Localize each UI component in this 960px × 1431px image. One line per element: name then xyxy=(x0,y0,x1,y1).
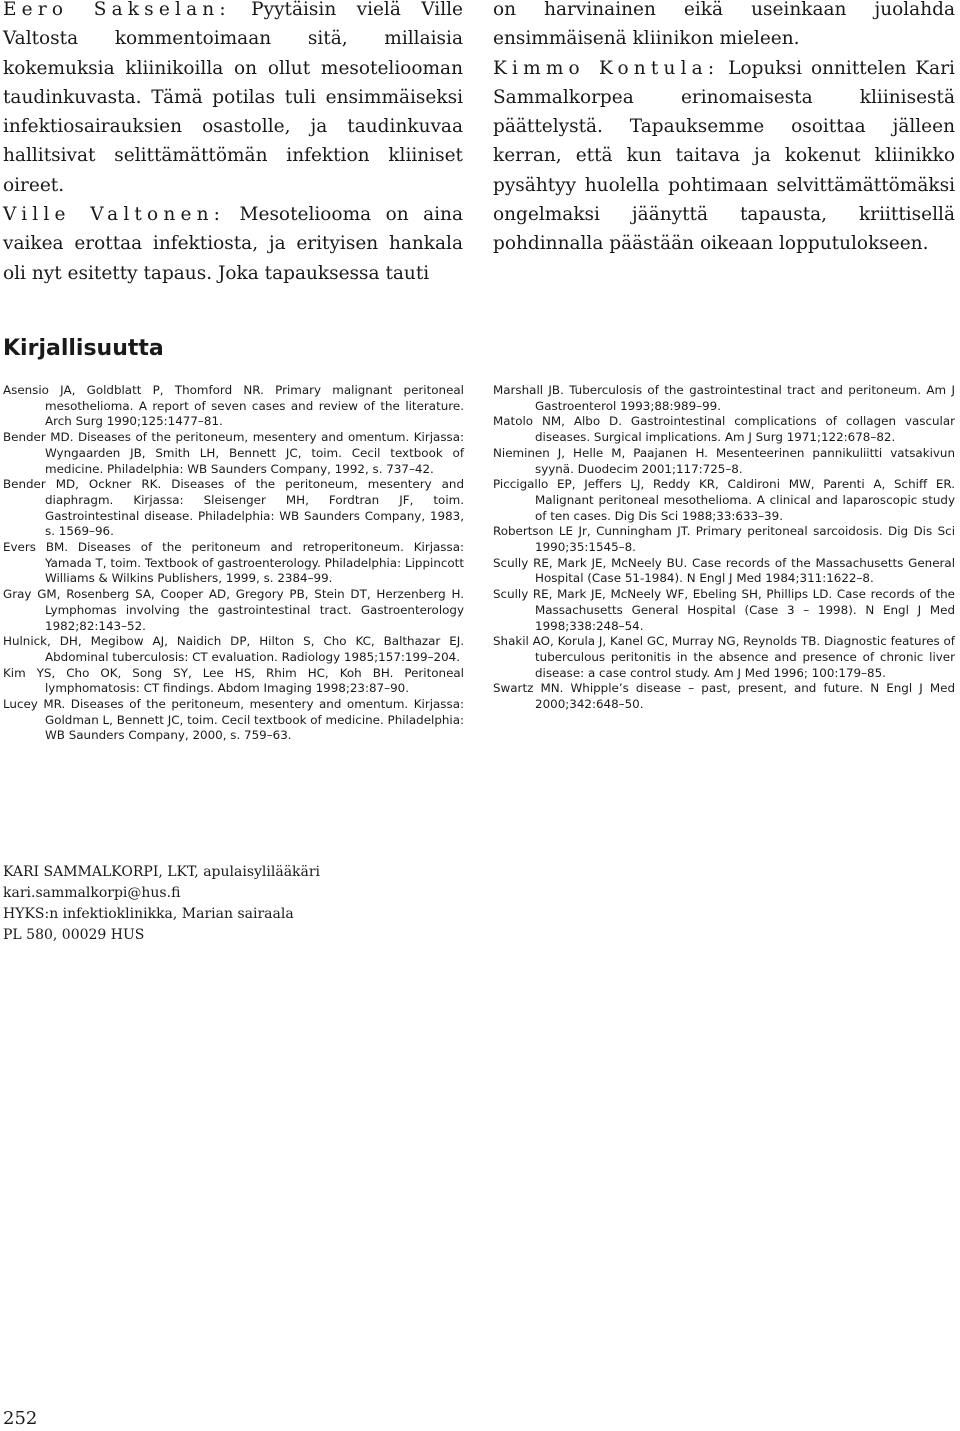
reference-item: Robertson LE Jr, Cunningham JT. Primary peritoneal sarcoidosis. Dig Dis Sci 1990;35:1545–8. xyxy=(493,524,955,555)
reference-item: Gray GM, Rosenberg SA, Cooper AD, Gregory PB, Stein DT, Herzenberg H. Lymphomas involving the gastrointestinal tract. Gastroenterology 1982;82:143–52. xyxy=(3,587,464,633)
discussion-paragraph xyxy=(3,0,463,200)
discussion-paragraph xyxy=(493,54,955,259)
page-number: 252 xyxy=(3,1408,38,1429)
reference-list-right xyxy=(493,383,955,713)
reference-list-left xyxy=(3,383,464,744)
reference-item: Lucey MR. Diseases of the peritoneum, mesentery and omentum. Kirjassa: Goldman L, Bennett JC, toim. Cecil textbook of medicine. Philadelphia: WB Saunders Company, 2000, s. 759–63. xyxy=(3,697,464,743)
discussion-paragraph xyxy=(3,200,463,288)
reference-item: Matolo NM, Albo D. Gastrointestinal complications of collagen vascular diseases. Surgical implications. Am J Surg 1971;122:678–82. xyxy=(493,414,955,445)
reference-item: Scully RE, Mark JE, McNeely BU. Case records of the Massachusetts General Hospital (Case 51-1984). N Engl J Med 1984;311:1622–8. xyxy=(493,555,955,586)
author-info xyxy=(3,862,320,946)
speaker-name: Eero Sakselan: xyxy=(3,0,231,20)
speaker-name: Kimmo Kontula: xyxy=(493,57,720,79)
reference-item: Bender MD. Diseases of the peritoneum, mesentery and omentum. Kirjassa: Wyngaarden JB, Smith LH, Bennett JC, toim. Cecil textbook of medicine. Philadelphia: WB Saunders Company, 1992, s. 737–42. xyxy=(3,430,464,476)
references-heading: Kirjallisuutta xyxy=(3,336,164,361)
discussion-column-right xyxy=(493,0,955,259)
paragraph-text: Mesoteliooma on aina vaikea erottaa infektiosta, ja erityisen hankala oli nyt esitetty tapaus. Joka tapauksessa tauti xyxy=(3,204,463,284)
reference-item: Kim YS, Cho OK, Song SY, Lee HS, Rhim HC, Koh BH. Peritoneal lymphomatosis: CT findings. Abdom Imaging 1998;23:87–90. xyxy=(3,665,464,696)
reference-item: Asensio JA, Goldblatt P, Thomford NR. Primary malignant peritoneal mesothelioma. A report of seven cases and review of the literature. Arch Surg 1990;125:1477–81. xyxy=(3,383,464,429)
author-address: PL 580, 00029 HUS xyxy=(3,927,145,943)
reference-item: Bender MD, Ockner RK. Diseases of the peritoneum, mesentery and diaphragm. Kirjassa: Sleisenger MH, Fordtran JF, toim. Gastrointestinal disease. Philadelphia: WB Saunders Company, 1983, s. 1569–96. xyxy=(3,477,464,539)
author-email: kari.sammalkorpi@hus.fi xyxy=(3,885,181,901)
paragraph-text: Lopuksi onnittelen Kari Sammalkorpea erinomaisesta kliinisestä päättelystä. Tapauksemme osoittaa jälleen kerran, että kun taitava ja kokenut kliinikko pysähtyy huolella pohtimaan selvittämättömäksi ongelmaksi jäänyttä tapausta, kriittisellä pohdinnalla päästään oikeaan lopputulokseen. xyxy=(493,57,955,255)
reference-item: Scully RE, Mark JE, McNeely WF, Ebeling SH, Phillips LD. Case records of the Massachusetts General Hospital (Case 3 – 1998). N Engl J Med 1998;338:248–54. xyxy=(493,587,955,633)
discussion-paragraph xyxy=(493,0,955,54)
author-name-title: KARI SAMMALKORPI, LKT, apulaisylilääkäri xyxy=(3,864,321,880)
reference-item: Swartz MN. Whipple’s disease – past, present, and future. N Engl J Med 2000;342:648–50. xyxy=(493,681,955,712)
reference-item: Piccigallo EP, Jeffers LJ, Reddy KR, Caldironi MW, Parenti A, Schiff ER. Malignant peritoneal mesothelioma. A clinical and laparoscopic study of ten cases. Dig Dis Sci 1988;33:633–39. xyxy=(493,477,955,523)
reference-item: Marshall JB. Tuberculosis of the gastrointestinal tract and peritoneum. Am J Gastroenterol 1993;88:989–99. xyxy=(493,383,955,413)
discussion-column-left xyxy=(3,0,463,288)
speaker-name: Ville Valtonen: xyxy=(3,204,226,226)
paragraph-text: on harvinainen eikä useinkaan juolahda ensimmäisenä kliinikon mieleen. xyxy=(493,0,955,50)
reference-item: Nieminen J, Helle M, Paajanen H. Mesenteerinen pannikuliitti vatsakivun syynä. Duodecim 2001;117:725–8. xyxy=(493,445,955,476)
reference-item: Evers BM. Diseases of the peritoneum and retroperitoneum. Kirjassa: Yamada T, toim. Textbook of gastroenterology. Philadelphia: Lippincott Williams & Wilkins Publishers, 1999, s. 2384–99. xyxy=(3,540,464,586)
paragraph-text: Pyytäisin vielä Ville Valtosta kommentoimaan sitä, millaisia kokemuksia kliinikoilla on ollut mesoteliooman taudinkuvasta. Tämä potilas tuli ensimmäiseksi infektiosairauksien osastolle, ja taudinkuvaa hallitsivat selittämättömän infektion kliiniset oireet. xyxy=(3,0,463,196)
reference-item: Shakil AO, Korula J, Kanel GC, Murray NG, Reynolds TB. Diagnostic features of tuberculous peritonitis in the absence and presence of chronic liver disease: a case control study. Am J Med 1996; 100:179–85. xyxy=(493,634,955,680)
reference-item: Hulnick, DH, Megibow AJ, Naidich DP, Hilton S, Cho KC, Balthazar EJ. Abdominal tuberculosis: CT evaluation. Radiology 1985;157:199–204. xyxy=(3,634,464,664)
author-affiliation: HYKS:n infektioklinikka, Marian sairaala xyxy=(3,906,294,922)
